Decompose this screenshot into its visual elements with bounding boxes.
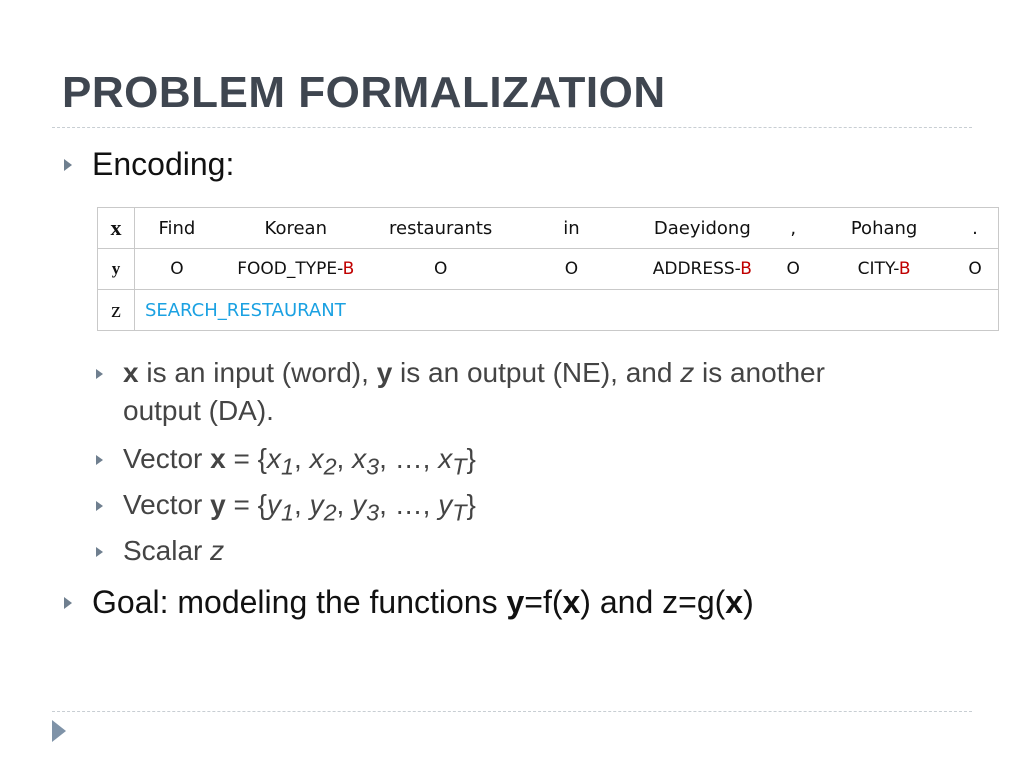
symbol-z: z	[210, 535, 225, 566]
bullet-marker-icon	[96, 501, 103, 511]
tag-suffix: B	[342, 259, 355, 279]
tag-text: CITY-	[857, 259, 899, 279]
table-row-y	[98, 249, 999, 290]
tag-text: O	[968, 259, 982, 279]
symbol-x: x	[725, 584, 744, 620]
row-label-z: z	[98, 290, 135, 331]
bullet-marker-icon	[64, 159, 72, 171]
text-run: ) and z=g(	[580, 584, 726, 620]
subscript: 1	[281, 453, 294, 480]
table-cell: Pohang	[816, 208, 952, 249]
table-cell	[952, 249, 998, 290]
var: y	[438, 489, 453, 520]
text-run: Scalar	[123, 535, 211, 566]
table-cell	[816, 249, 952, 290]
symbol-z: z	[680, 357, 695, 388]
tag-text: FOOD_TYPE-	[237, 259, 343, 279]
text-run: , …,	[379, 489, 439, 520]
bullet-marker-icon	[96, 455, 103, 465]
table-cell	[373, 249, 509, 290]
slide-title: PROBLEM FORMALIZATION	[62, 68, 666, 117]
text-run: }	[466, 489, 476, 520]
symbol-y: y	[210, 489, 226, 520]
tag-text: O	[170, 259, 184, 279]
symbol-x: x	[562, 584, 581, 620]
text-run: ,	[294, 443, 310, 474]
subbullet-io-line2: output (DA).	[123, 395, 274, 426]
subscript: T	[452, 499, 467, 526]
symbol-y: y	[376, 357, 393, 388]
text-run: Vector	[123, 489, 211, 520]
text-run: Vector	[123, 443, 211, 474]
subbullet-vector-y	[123, 489, 476, 527]
text-run: is an output (NE), and	[392, 357, 681, 388]
row-label-x: x	[98, 208, 135, 249]
subscript: T	[452, 453, 467, 480]
row-label-y: y	[98, 249, 135, 290]
tag-suffix: B	[740, 259, 752, 279]
text-run: ,	[336, 443, 353, 474]
tag-text: O	[433, 259, 448, 279]
subbullet-io-line1	[123, 357, 825, 389]
text-run: )	[743, 584, 754, 620]
table-cell: .	[952, 208, 998, 249]
table-cell: Daeyidong	[634, 208, 770, 249]
table-cell	[134, 249, 218, 290]
bullet-marker-icon	[96, 547, 103, 557]
table-cell: in	[509, 208, 635, 249]
subscript: 2	[323, 499, 337, 526]
table-cell: Korean	[219, 208, 373, 249]
text-run: =f(	[524, 584, 563, 620]
text-run: ,	[294, 489, 310, 520]
encoding-table	[97, 207, 999, 331]
symbol-y: y	[506, 584, 525, 620]
subscript: 3	[366, 499, 380, 526]
text-run: ,	[336, 489, 353, 520]
table-row-x	[98, 208, 999, 249]
text-run: is an input (word),	[138, 357, 377, 388]
subbullet-scalar	[123, 535, 224, 567]
tag-text: O	[786, 259, 800, 279]
dialog-act-value: SEARCH_RESTAURANT	[134, 290, 998, 331]
table-cell	[219, 249, 373, 290]
var: x	[267, 443, 282, 474]
subscript: 3	[366, 453, 380, 480]
text-run: Goal: modeling the functions	[92, 584, 507, 620]
table-cell	[634, 249, 770, 290]
play-icon[interactable]	[52, 720, 66, 742]
text-run: = {	[225, 489, 268, 520]
footer-divider	[52, 711, 972, 712]
tag-text: O	[564, 259, 579, 279]
table-row-z	[98, 290, 999, 331]
subbullet-vector-x	[123, 443, 476, 481]
var: x	[309, 443, 324, 474]
text-run: = {	[225, 443, 268, 474]
table-cell: restaurants	[373, 208, 509, 249]
subscript: 2	[323, 453, 337, 480]
bullet-goal	[92, 584, 754, 621]
text-run: is another	[694, 357, 825, 388]
var: x	[352, 443, 367, 474]
subscript: 1	[281, 499, 294, 526]
title-divider	[52, 127, 972, 128]
table-cell	[509, 249, 635, 290]
var: y	[309, 489, 324, 520]
tag-text: ADDRESS-	[652, 259, 741, 279]
table-cell: ,	[770, 208, 816, 249]
text-run: , …,	[379, 443, 439, 474]
bullet-encoding: Encoding:	[92, 146, 235, 182]
table-cell	[770, 249, 816, 290]
symbol-x: x	[123, 357, 139, 388]
symbol-x: x	[210, 443, 226, 474]
var: x	[438, 443, 453, 474]
var: y	[267, 489, 282, 520]
var: y	[352, 489, 367, 520]
tag-suffix: B	[898, 259, 911, 279]
bullet-marker-icon	[64, 597, 72, 609]
text-run: }	[466, 443, 476, 474]
table-cell: Find	[134, 208, 218, 249]
bullet-marker-icon	[96, 369, 103, 379]
